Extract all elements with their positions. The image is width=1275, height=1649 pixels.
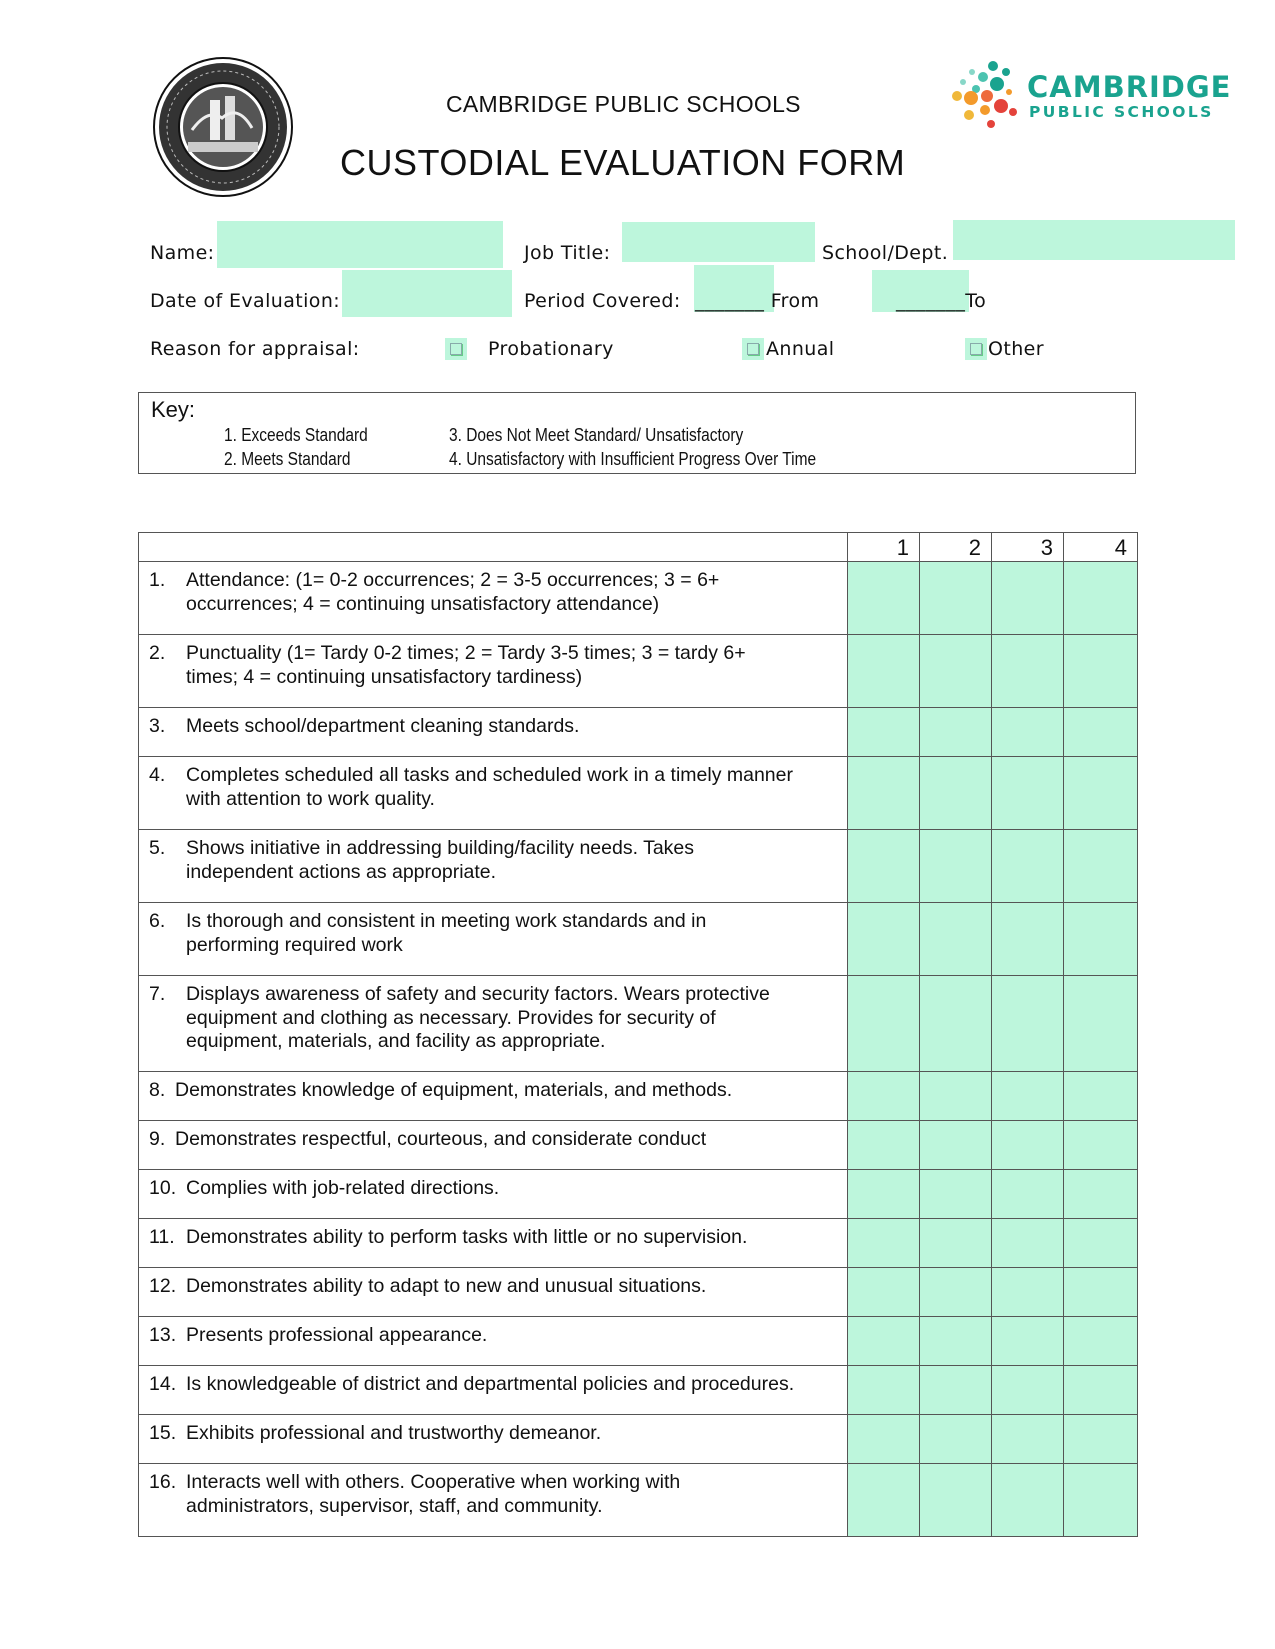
rating-cell-2[interactable]: [920, 635, 992, 708]
criterion-cell: [139, 1072, 848, 1121]
criterion-text: [186, 1226, 747, 1250]
criterion-line: Is knowledgeable of district and departmental policies and procedures.: [186, 1373, 795, 1395]
criterion-number: 14.: [149, 1373, 177, 1395]
probationary-label: Probationary: [488, 338, 614, 360]
table-row: [139, 708, 1138, 757]
criterion-line: Presents professional appearance.: [186, 1324, 488, 1346]
other-label: Other: [988, 338, 1044, 360]
rating-cell-2[interactable]: [920, 1415, 992, 1464]
criterion-text: [186, 764, 793, 811]
criterion-number: 5.: [149, 837, 166, 859]
rating-cell-1[interactable]: [848, 562, 920, 635]
criterion-cell: [139, 1121, 848, 1170]
criterion-cell: [139, 1170, 848, 1219]
checkbox-icon: [450, 343, 462, 355]
criterion-number: 6.: [149, 910, 166, 932]
reason-for-appraisal-label: Reason for appraisal:: [150, 338, 360, 360]
table-row: [139, 1415, 1138, 1464]
city-seal-icon: [152, 56, 294, 198]
school-dept-field[interactable]: [953, 220, 1235, 260]
criterion-number: 12.: [149, 1275, 177, 1297]
rating-cell-4[interactable]: [1064, 1268, 1138, 1317]
criterion-line: Shows initiative in addressing building/facility needs. Takes: [186, 837, 695, 859]
criterion-text: [186, 642, 746, 689]
criterion-line: performing required work: [186, 933, 403, 956]
rating-cell-2[interactable]: [920, 708, 992, 757]
rating-cell-4[interactable]: [1064, 757, 1138, 830]
rating-cell-4[interactable]: [1064, 903, 1138, 976]
criterion-number: 16.: [149, 1471, 177, 1493]
annual-checkbox[interactable]: [742, 338, 764, 360]
criterion-cell: [139, 830, 848, 903]
rating-cell-4[interactable]: [1064, 1415, 1138, 1464]
rating-cell-1[interactable]: [848, 1366, 920, 1415]
rating-header-2: 2: [920, 533, 992, 562]
criterion-cell: [139, 903, 848, 976]
criterion-line: Demonstrates knowledge of equipment, materials, and methods.: [175, 1079, 733, 1101]
rating-cell-1[interactable]: [848, 903, 920, 976]
criterion-line: administrators, supervisor, staff, and community.: [186, 1494, 603, 1517]
key-title: Key:: [151, 397, 196, 422]
criterion-cell: [139, 1219, 848, 1268]
key-item: 2. Meets Standard: [224, 449, 351, 469]
period-covered-label: Period Covered:: [524, 290, 681, 312]
criterion-line: Exhibits professional and trustworthy demeanor.: [186, 1422, 602, 1444]
table-row: [139, 635, 1138, 708]
rating-cell-1[interactable]: [848, 1121, 920, 1170]
rating-cell-1[interactable]: [848, 708, 920, 757]
criterion-number: 9.: [149, 1128, 166, 1150]
rating-cell-3[interactable]: [992, 1464, 1064, 1537]
rating-cell-4[interactable]: [1064, 976, 1138, 1072]
rating-cell-2[interactable]: [920, 1464, 992, 1537]
criterion-line: Is thorough and consistent in meeting work standards and in: [186, 910, 707, 932]
criterion-number: 4.: [149, 764, 166, 786]
rating-cell-4[interactable]: [1064, 1072, 1138, 1121]
criterion-text: [186, 1373, 794, 1397]
org-name: CAMBRIDGE PUBLIC SCHOOLS: [446, 91, 801, 117]
rating-cell-1[interactable]: [848, 1219, 920, 1268]
table-row: [139, 1464, 1138, 1537]
rating-cell-1[interactable]: [848, 1170, 920, 1219]
criterion-text: [186, 1275, 706, 1299]
rating-cell-3[interactable]: [992, 976, 1064, 1072]
logo-text-public-schools: PUBLIC SCHOOLS: [1029, 103, 1214, 121]
probationary-checkbox[interactable]: [445, 338, 467, 360]
rating-cell-3[interactable]: [992, 708, 1064, 757]
rating-key: [138, 392, 1136, 474]
table-row: [139, 1219, 1138, 1268]
criterion-line: with attention to work quality.: [186, 787, 435, 810]
rating-cell-4[interactable]: [1064, 1170, 1138, 1219]
criterion-cell: [139, 1317, 848, 1366]
annual-label: Annual: [766, 338, 835, 360]
rating-cell-3[interactable]: [992, 562, 1064, 635]
rating-cell-2[interactable]: [920, 1121, 992, 1170]
rating-cell-3[interactable]: [992, 1219, 1064, 1268]
criterion-line: equipment and clothing as necessary. Provides for security of: [186, 1006, 716, 1029]
criterion-line: times; 4 = continuing unsatisfactory tardiness): [186, 665, 583, 688]
criterion-line: Displays awareness of safety and security factors. Wears protective: [186, 983, 770, 1005]
name-label: Name:: [150, 242, 215, 264]
table-row: [139, 757, 1138, 830]
criterion-line: Interacts well with others. Cooperative when working with: [186, 1471, 681, 1493]
table-row: [139, 1268, 1138, 1317]
key-item: 1. Exceeds Standard: [224, 425, 368, 445]
criterion-number: 11.: [149, 1226, 175, 1248]
criterion-text: [175, 1079, 732, 1103]
date-of-evaluation-field[interactable]: [342, 270, 512, 317]
criterion-cell: [139, 976, 848, 1072]
criterion-line: equipment, materials, and facility as appropriate.: [186, 1030, 606, 1052]
table-row: [139, 1170, 1138, 1219]
job-title-field[interactable]: [622, 222, 815, 262]
rating-cell-3[interactable]: [992, 1366, 1064, 1415]
rating-cell-2[interactable]: [920, 562, 992, 635]
rating-header-row: [139, 533, 1138, 562]
rating-cell-4[interactable]: [1064, 1366, 1138, 1415]
rating-cell-2[interactable]: [920, 976, 992, 1072]
criterion-number: 15.: [149, 1422, 177, 1444]
criterion-text: [186, 569, 719, 616]
criterion-number: 3.: [149, 715, 166, 737]
criterion-line: Demonstrates ability to perform tasks with little or no supervision.: [186, 1226, 748, 1248]
key-item: 4. Unsatisfactory with Insufficient Progress Over Time: [449, 449, 817, 469]
criteria-table: [138, 532, 1138, 1537]
rating-cell-2[interactable]: [920, 1317, 992, 1366]
criterion-line: Demonstrates ability to adapt to new and unusual situations.: [186, 1275, 707, 1297]
criterion-text: [186, 715, 579, 739]
rating-cell-4[interactable]: [1064, 562, 1138, 635]
name-field[interactable]: [217, 221, 503, 268]
rating-cell-3[interactable]: [992, 757, 1064, 830]
criterion-cell: [139, 708, 848, 757]
rating-cell-1[interactable]: [848, 635, 920, 708]
criterion-cell: [139, 562, 848, 635]
rating-cell-1[interactable]: [848, 1317, 920, 1366]
rating-cell-4[interactable]: [1064, 1464, 1138, 1537]
criterion-cell: [139, 1268, 848, 1317]
period-from-label: _______ From: [695, 290, 820, 312]
school-dept-label: School/Dept.: [822, 242, 949, 264]
rating-cell-3[interactable]: [992, 830, 1064, 903]
criterion-line: Complies with job-related directions.: [186, 1177, 500, 1199]
criterion-cell: [139, 1415, 848, 1464]
checkbox-icon: [747, 343, 759, 355]
criterion-text: [175, 1128, 706, 1152]
criterion-line: Meets school/department cleaning standards.: [186, 715, 580, 737]
criterion-line: occurrences; 4 = continuing unsatisfactory attendance): [186, 592, 660, 615]
checkbox-icon: [970, 343, 982, 355]
rating-cell-4[interactable]: [1064, 1317, 1138, 1366]
rating-cell-2[interactable]: [920, 903, 992, 976]
rating-cell-3[interactable]: [992, 1121, 1064, 1170]
rating-cell-1[interactable]: [848, 830, 920, 903]
table-row: [139, 1121, 1138, 1170]
criterion-cell: [139, 757, 848, 830]
rating-cell-3[interactable]: [992, 1415, 1064, 1464]
rating-header-4: 4: [1064, 533, 1138, 562]
criterion-text: [186, 1324, 487, 1348]
criterion-number: 1.: [149, 569, 166, 591]
rating-cell-2[interactable]: [920, 1268, 992, 1317]
rating-cell-2[interactable]: [920, 1366, 992, 1415]
rating-cell-3[interactable]: [992, 1170, 1064, 1219]
period-to-label: _______To: [896, 290, 987, 312]
criterion-line: Punctuality (1= Tardy 0-2 times; 2 = Tardy 3-5 times; 3 = tardy 6+: [186, 642, 746, 664]
logo-text-cambridge: CAMBRIDGE: [1027, 70, 1232, 104]
table-row: [139, 903, 1138, 976]
table-row: [139, 1072, 1138, 1121]
criterion-line: Demonstrates respectful, courteous, and considerate conduct: [175, 1128, 707, 1150]
rating-cell-1[interactable]: [848, 1415, 920, 1464]
rating-header-3: 3: [992, 533, 1064, 562]
rating-cell-3[interactable]: [992, 1317, 1064, 1366]
rating-cell-1[interactable]: [848, 1268, 920, 1317]
rating-cell-2[interactable]: [920, 1170, 992, 1219]
rating-cell-2[interactable]: [920, 757, 992, 830]
rating-cell-1[interactable]: [848, 1464, 920, 1537]
criterion-text: [186, 1471, 680, 1518]
job-title-label: Job Title:: [524, 242, 611, 264]
rating-cell-1[interactable]: [848, 757, 920, 830]
rating-cell-4[interactable]: [1064, 635, 1138, 708]
form-title: CUSTODIAL EVALUATION FORM: [340, 142, 906, 183]
date-of-evaluation-label: Date of Evaluation:: [150, 290, 341, 312]
criterion-text: [186, 1177, 499, 1201]
rating-cell-2[interactable]: [920, 1072, 992, 1121]
criterion-number: 10.: [149, 1177, 177, 1199]
criterion-text: [186, 837, 694, 884]
rating-cell-3[interactable]: [992, 635, 1064, 708]
key-item: 3. Does Not Meet Standard/ Unsatisfactory: [449, 425, 744, 445]
rating-cell-4[interactable]: [1064, 1219, 1138, 1268]
table-row: [139, 1366, 1138, 1415]
rating-cell-4[interactable]: [1064, 708, 1138, 757]
other-checkbox[interactable]: [965, 338, 987, 360]
rating-cell-3[interactable]: [992, 903, 1064, 976]
table-row: [139, 976, 1138, 1072]
header-blank-cell: [139, 533, 848, 562]
rating-cell-3[interactable]: [992, 1268, 1064, 1317]
criterion-number: 8.: [149, 1079, 166, 1101]
criterion-number: 13.: [149, 1324, 177, 1346]
criterion-line: Attendance: (1= 0-2 occurrences; 2 = 3-5 occurrences; 3 = 6+: [186, 569, 720, 591]
rating-cell-4[interactable]: [1064, 830, 1138, 903]
rating-cell-3[interactable]: [992, 1072, 1064, 1121]
criterion-line: Completes scheduled all tasks and scheduled work in a timely manner: [186, 764, 793, 786]
criterion-number: 2.: [149, 642, 166, 664]
criterion-text: [186, 1422, 601, 1446]
rating-cell-2[interactable]: [920, 830, 992, 903]
criterion-number: 7.: [149, 983, 166, 1005]
table-row: [139, 1317, 1138, 1366]
table-row: [139, 830, 1138, 903]
rating-cell-1[interactable]: [848, 1072, 920, 1121]
criterion-cell: [139, 1464, 848, 1537]
rating-header-1: 1: [848, 533, 920, 562]
rating-cell-4[interactable]: [1064, 1121, 1138, 1170]
rating-cell-2[interactable]: [920, 1219, 992, 1268]
criterion-text: [186, 910, 706, 957]
criterion-cell: [139, 1366, 848, 1415]
criterion-cell: [139, 635, 848, 708]
criterion-line: independent actions as appropriate.: [186, 860, 497, 883]
criterion-text: [186, 983, 770, 1054]
table-row: [139, 562, 1138, 635]
rating-cell-1[interactable]: [848, 976, 920, 1072]
